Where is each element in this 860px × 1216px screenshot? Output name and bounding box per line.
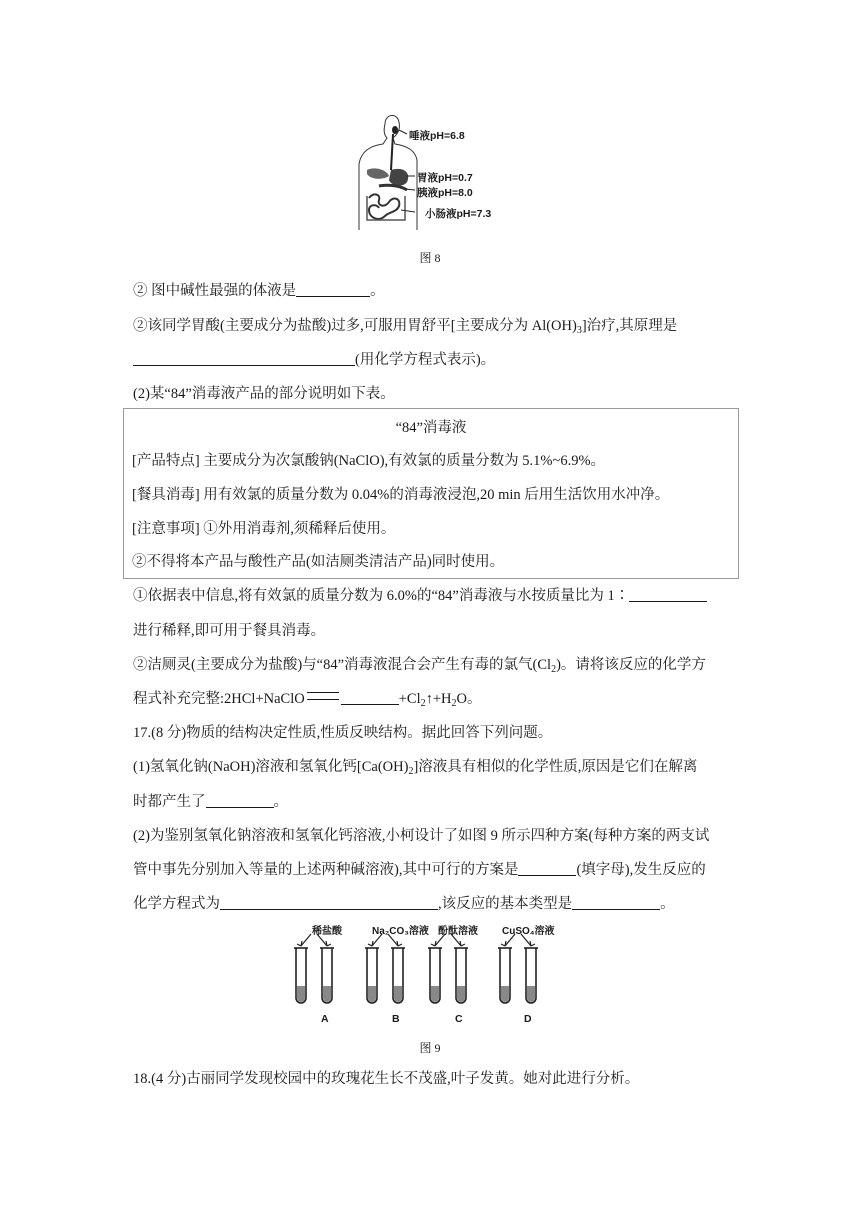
equation-left: 程式补充完整:2HCl+NaClO — [133, 691, 305, 707]
q17-part1 — [133, 757, 697, 777]
reagent-label-na2co3: Na₂CO₃溶液 — [372, 926, 429, 937]
table-row-notes: [注意事项] ①外用消毒剂,须稀释后使用。 — [132, 521, 396, 537]
tube-liquid — [501, 986, 509, 1002]
tube-liquid — [297, 986, 305, 1002]
q17-part2-cont — [133, 860, 706, 880]
q17-part1-cont — [133, 792, 288, 812]
q17-part2-text-end: (填字母),发生反应的 — [576, 862, 706, 878]
q17-type-label: ,该反应的基本类型是 — [438, 896, 573, 912]
tube-liquid — [323, 986, 331, 1002]
reagent-label-hcl: 稀盐酸 — [312, 926, 342, 937]
tube-liquid — [394, 986, 402, 1002]
reagent-label-phenolphthalein: 酚酞溶液 — [438, 926, 478, 937]
equation-end: O。 — [456, 691, 482, 707]
equation-part: ↑+H — [425, 691, 452, 707]
q16-reaction — [133, 655, 706, 675]
figure8-label-intestinal: 小肠液pH=7.3 — [425, 208, 492, 220]
answer-blank[interactable] — [133, 350, 355, 366]
q16-sub2 — [133, 316, 677, 336]
answer-blank[interactable] — [220, 894, 438, 910]
figure8-label-gastric: 胃液pH=0.7 — [417, 172, 473, 184]
q17-part1-text-end: ]溶液具有相似的化学性质,原因是它们在解离 — [413, 759, 698, 775]
subscript: 2 — [451, 698, 457, 709]
table-row-features: [产品特点] 主要成分为次氯酸钠(NaClO),有效氯的质量分数为 5.1%~6.9%。 — [132, 453, 606, 469]
tube-liquid — [431, 986, 439, 1002]
q17-part2: (2)为鉴别氢氧化钠溶液和氢氧化钙溶液,小柯设计了如图 9 所示四种方案(每种方案的两支试 — [133, 828, 710, 844]
q16-sub2-note: (用化学方程式表示)。 — [355, 352, 496, 368]
table-row-warning: ②不得将本产品与酸性产品(如洁厕类清洁产品)同时使用。 — [132, 554, 505, 570]
q16-part2: (2)某“84”消毒液产品的部分说明如下表。 — [133, 386, 395, 402]
q16-dilution-cont: 进行稀释,即可用于餐具消毒。 — [133, 623, 326, 639]
q17-part2-end: 。 — [660, 896, 675, 912]
q17-part1-cont-text: 时都产生了 — [133, 794, 206, 810]
q17-part2-text: 管中事先分别加入等量的上述两种碱溶液),其中可行的方案是 — [133, 862, 519, 878]
figure9-caption: 图 9 — [419, 1041, 441, 1055]
q16-dilution-text: ①依据表中信息,将有效氯的质量分数为 6.0%的“84”消毒液与水按质量比为 1∶ — [133, 588, 630, 604]
option-letter-c: C — [455, 1013, 463, 1025]
answer-blank[interactable] — [341, 689, 399, 705]
subscript: 3 — [576, 325, 582, 336]
q16-equation — [133, 689, 482, 709]
q17-part1-text: (1)氢氧化钠(NaOH)溶液和氢氧化钙[Ca(OH) — [133, 759, 409, 775]
option-letter-b: B — [392, 1013, 400, 1025]
table-title: “84”消毒液 — [395, 420, 467, 436]
q17-heading: 17.(8 分)物质的结构决定性质,性质反映结构。据此回答下列问题。 — [133, 725, 553, 741]
arrow-icon — [297, 934, 311, 946]
tube-liquid — [527, 986, 535, 1002]
q16-reaction-text-end: )。请将该反应的化学方 — [556, 657, 706, 673]
tube-liquid — [457, 986, 465, 1002]
option-letter-a: A — [321, 1013, 329, 1025]
answer-blank[interactable] — [206, 792, 274, 808]
subscript: 2 — [408, 766, 414, 777]
answer-blank[interactable] — [572, 894, 660, 910]
figure8-label-pancreatic: 胰液pH=8.0 — [417, 187, 473, 199]
reagent-label-cuso4: CuSO₄溶液 — [502, 926, 555, 937]
q16-sub2-text: ②该同学胃酸(主要成分为盐酸)过多,可服用胃舒平[主要成分为 Al(OH) — [133, 318, 577, 334]
q16-dilution — [133, 586, 707, 606]
q16-sub1-end: 。 — [370, 283, 385, 299]
answer-blank[interactable] — [518, 860, 576, 876]
q17-part1-end: 。 — [273, 794, 288, 810]
q16-sub2-end: ]治疗,其原理是 — [581, 318, 678, 334]
equation-part: +Cl — [398, 691, 421, 707]
figure8-caption: 图 8 — [419, 251, 441, 265]
answer-blank[interactable] — [296, 281, 370, 297]
q16-sub2-cont — [133, 350, 495, 370]
subscript: 2 — [420, 698, 426, 709]
q16-reaction-text: ②洁厕灵(主要成分为盐酸)与“84”消毒液混合会产生有毒的氯气(Cl — [133, 657, 552, 673]
tube-liquid — [368, 986, 376, 1002]
equals-sign — [307, 692, 339, 700]
q17-equation-label: 化学方程式为 — [133, 896, 220, 912]
q17-part2-equation — [133, 894, 675, 914]
q18-heading: 18.(4 分)古丽同学发现校园中的玫瑰花生长不茂盛,叶子发黄。她对此进行分析。 — [133, 1071, 640, 1087]
disinfectant-info-table — [123, 408, 739, 579]
subscript: 2 — [551, 664, 557, 675]
option-letter-d: D — [524, 1013, 532, 1025]
q16-sub1-text: ② 图中碱性最强的体液是 — [133, 283, 297, 299]
table-row-tableware: [餐具消毒] 用有效氯的质量分数为 0.04%的消毒液浸泡,20 min 后用生活饮用水冲净。 — [132, 487, 670, 503]
figure8-label-saliva: 唾液pH=6.8 — [409, 130, 465, 142]
answer-blank[interactable] — [629, 586, 707, 602]
q16-sub1 — [133, 281, 385, 301]
